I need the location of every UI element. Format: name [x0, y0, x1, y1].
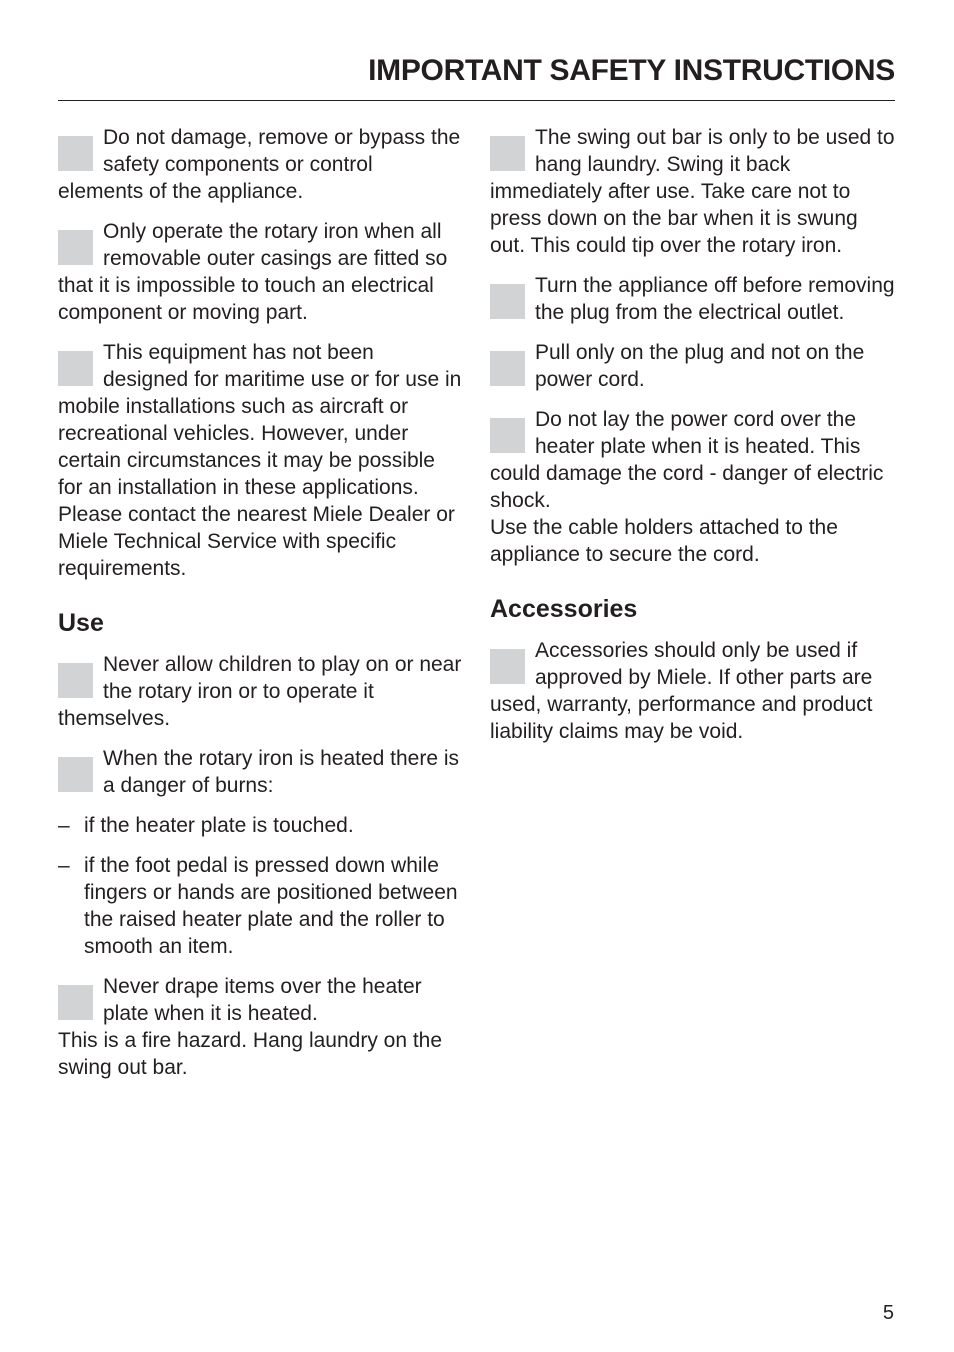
- burn-condition-heater-plate: [58, 812, 463, 839]
- safety-item-swing-out-bar: The swing out bar is only to be used to hang laundry. Swing it back immediately after use. Take care not to press down on the bar when it is swung out. This could tip over the rotary iron.: [490, 124, 898, 259]
- burn-condition-text: if the foot pedal is pressed down while fingers or hands are positioned between the raised heater plate and the roller to smooth an item.: [84, 854, 458, 958]
- safety-item-turn-off: Turn the appliance off before removing the plug from the electrical outlet.: [490, 272, 898, 326]
- safety-item-power-cord: [490, 406, 898, 568]
- safety-item-pull-plug: Pull only on the plug and not on the power cord.: [490, 339, 898, 393]
- dash-bullet: –: [58, 854, 70, 877]
- fire-hazard-text: This is a fire hazard. Hang laundry on the swing out bar.: [58, 1029, 443, 1079]
- use-item-burn-danger: When the rotary iron is heated there is a danger of burns:: [58, 745, 463, 799]
- right-column: [490, 124, 898, 758]
- use-item-children: Never allow children to play on or near the rotary iron or to operate it themselves.: [58, 653, 462, 730]
- left-column: [58, 124, 463, 1094]
- use-section-heading: Use: [58, 609, 104, 637]
- page-number: 5: [882, 1302, 894, 1324]
- cable-holders-text: Use the cable holders attached to the appliance to secure the cord.: [490, 516, 838, 566]
- safety-item-outer-casings: Only operate the rotary iron when all removable outer casings are fitted so that it is impossible to touch an electrical component or moving part.: [58, 218, 463, 326]
- title-divider: [58, 100, 895, 101]
- burn-condition-foot-pedal: [58, 852, 463, 960]
- drape-warning-text: Never drape items over the heater plate when it is heated.: [103, 975, 422, 1025]
- use-item-drape-items: [58, 973, 463, 1081]
- dash-bullet: –: [58, 814, 70, 837]
- accessories-section-heading: Accessories: [490, 595, 638, 623]
- power-cord-warning-text: Do not lay the power cord over the heater plate when it is heated. This could damage the cord - danger of electric shock.: [490, 408, 884, 512]
- accessories-item: Accessories should only be used if approved by Miele. If other parts are used, warranty, performance and product liability claims may be void.: [490, 637, 898, 745]
- safety-item-maritime-use: This equipment has not been designed for maritime use or for use in mobile installations such as aircraft or recreational vehicles. However, under certain circumstances it may be possible for an installation in these applications. Please contact the nearest Miele Dealer or Miele Technical Service with specific requirements.: [58, 341, 462, 580]
- burn-condition-text: if the heater plate is touched.: [84, 814, 354, 837]
- safety-item-safety-components: Do not damage, remove or bypass the safety components or control elements of the appliance.: [58, 124, 463, 205]
- page-title: IMPORTANT SAFETY INSTRUCTIONS: [368, 54, 895, 87]
